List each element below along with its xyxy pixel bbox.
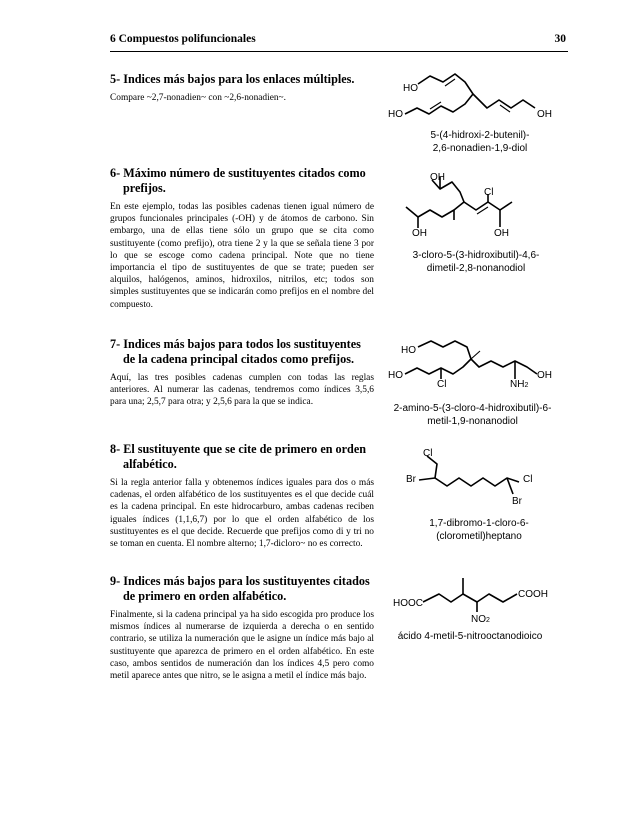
oh-label: OH	[537, 370, 552, 381]
structure-figure-8	[395, 444, 565, 549]
section-title: 8- El sustituyente que se cite de primero en orden alfabético.	[110, 442, 367, 471]
oh-label: OH	[537, 109, 552, 120]
section-title: 6- Máximo número de sustituyentes citados como prefijos.	[110, 166, 366, 195]
section-body: Aquí, las tres posibles cadenas cumplen con todas las reglas anteriores. Al numerar las cadenas, tendremos como índices 3,5,6 para una; 2,5,7 para otra; y 2,5,6 para la que se indica.	[110, 373, 374, 408]
skeletal-structure	[395, 444, 565, 514]
ho-label: HO	[388, 109, 403, 120]
section-body: Compare ~2,7-nonadien~ con ~2,6-nonadien~.	[110, 93, 286, 103]
structure-figure-9	[385, 572, 565, 647]
section-title: 5- Indices más bajos para los enlaces múltiples.	[110, 72, 355, 86]
section-title: 9- Indices más bajos para los sustituyentes citados de primero en orden alfabético.	[110, 574, 370, 603]
br-label: Br	[406, 474, 416, 485]
structure-figure-5	[385, 68, 565, 158]
ho-label: HO	[401, 345, 416, 356]
br-label: Br	[512, 496, 522, 507]
structure-figure-6	[388, 172, 568, 277]
section-9	[110, 574, 374, 682]
running-header	[110, 33, 568, 52]
cl-label: Cl	[484, 187, 494, 198]
compound-name: 3-cloro-5-(3-hidroxibutil)-4,6- dimetil-2,8-nonanodiol	[412, 250, 540, 274]
compound-name: 5-(4-hidroxi-2-butenil)- 2,6-nonadien-1,9-diol	[430, 130, 530, 154]
section-8	[110, 442, 374, 550]
section-body: Finalmente, si la cadena principal ya ha sido escogida pro produce los mismos índices al numerarse de izquierda a derecha o en sentido contrario, se utiliza la numeración que le asigne un índice más bajo al sustituyente que aparezca de primero en el orden alfabético. En este caso, ambos sentidos de numeración dan los índices 4,5 pero como metil aparece antes que nitro, se le asigna a metil el índice más bajo.	[110, 610, 374, 682]
section-body: Si la regla anterior falla y obtenemos índices iguales para dos o más cadenas, el orden alfabético de los sustituyentes es el que decide cuál es la cadena principal. En este hidrocarburo, ambas cadenas reciben iguales índices (1,1,6,7) por lo que el orden alfabético de los sustituyentes es el que decide. Recuerde que prefijos como di y tri no se toman en cuenta. El nombre alterno; 1,7-dicloro~ no es correcto.	[110, 478, 374, 550]
header-title: 6 Compuestos polifuncionales	[110, 33, 256, 45]
cl-label: Cl	[523, 474, 533, 485]
page-number: 30	[554, 33, 566, 45]
section-7	[110, 337, 374, 409]
nh2-label: NH2	[510, 379, 529, 390]
section-6	[110, 166, 374, 311]
section-title: 7- Indices más bajos para todos los sustituyentes de la cadena principal citados como prefijos.	[110, 337, 361, 366]
section-5	[110, 72, 374, 104]
compound-name: ácido 4-metil-5-nitrooctanodioico	[397, 631, 543, 642]
structure-figure-7	[385, 337, 565, 432]
oh-label: OH	[430, 172, 445, 183]
cl-label: Cl	[423, 448, 433, 459]
no2-label: NO2	[471, 614, 490, 625]
oh-label: OH	[494, 228, 509, 239]
ho-label: HO	[403, 83, 418, 94]
section-body: En este ejemplo, todas las posibles cadenas tienen igual número de grupos funcionales principales (-OH) y de átomos de carbono. Sin embargo, una de ellas tiene sólo un grupo que se cita como sustituyente (como prefijo), otra tiene 2 y la que se señala tiene 3 por lo que se escoge como cadena principal. Note que no tiene importancia el tipo de sustituyentes de que se trate; pueden ser alquilos, halógenos, aminos, hidroxilos, nitrilos, etc; todos son simples sustituyentes que se indicarán como prefijos en el nombre del compuesto.	[110, 202, 374, 310]
cooh-label: COOH	[518, 589, 548, 600]
ho-label: HO	[388, 370, 403, 381]
compound-name: 1,7-dibromo-1-cloro-6- (clorometil)heptano	[429, 518, 529, 542]
cl-label: Cl	[437, 379, 447, 390]
cooh-label: HOOC	[393, 598, 423, 609]
oh-label: OH	[412, 228, 427, 239]
compound-name: 2-amino-5-(3-cloro-4-hidroxibutil)-6- metil-1,9-nonanodiol	[393, 403, 552, 427]
